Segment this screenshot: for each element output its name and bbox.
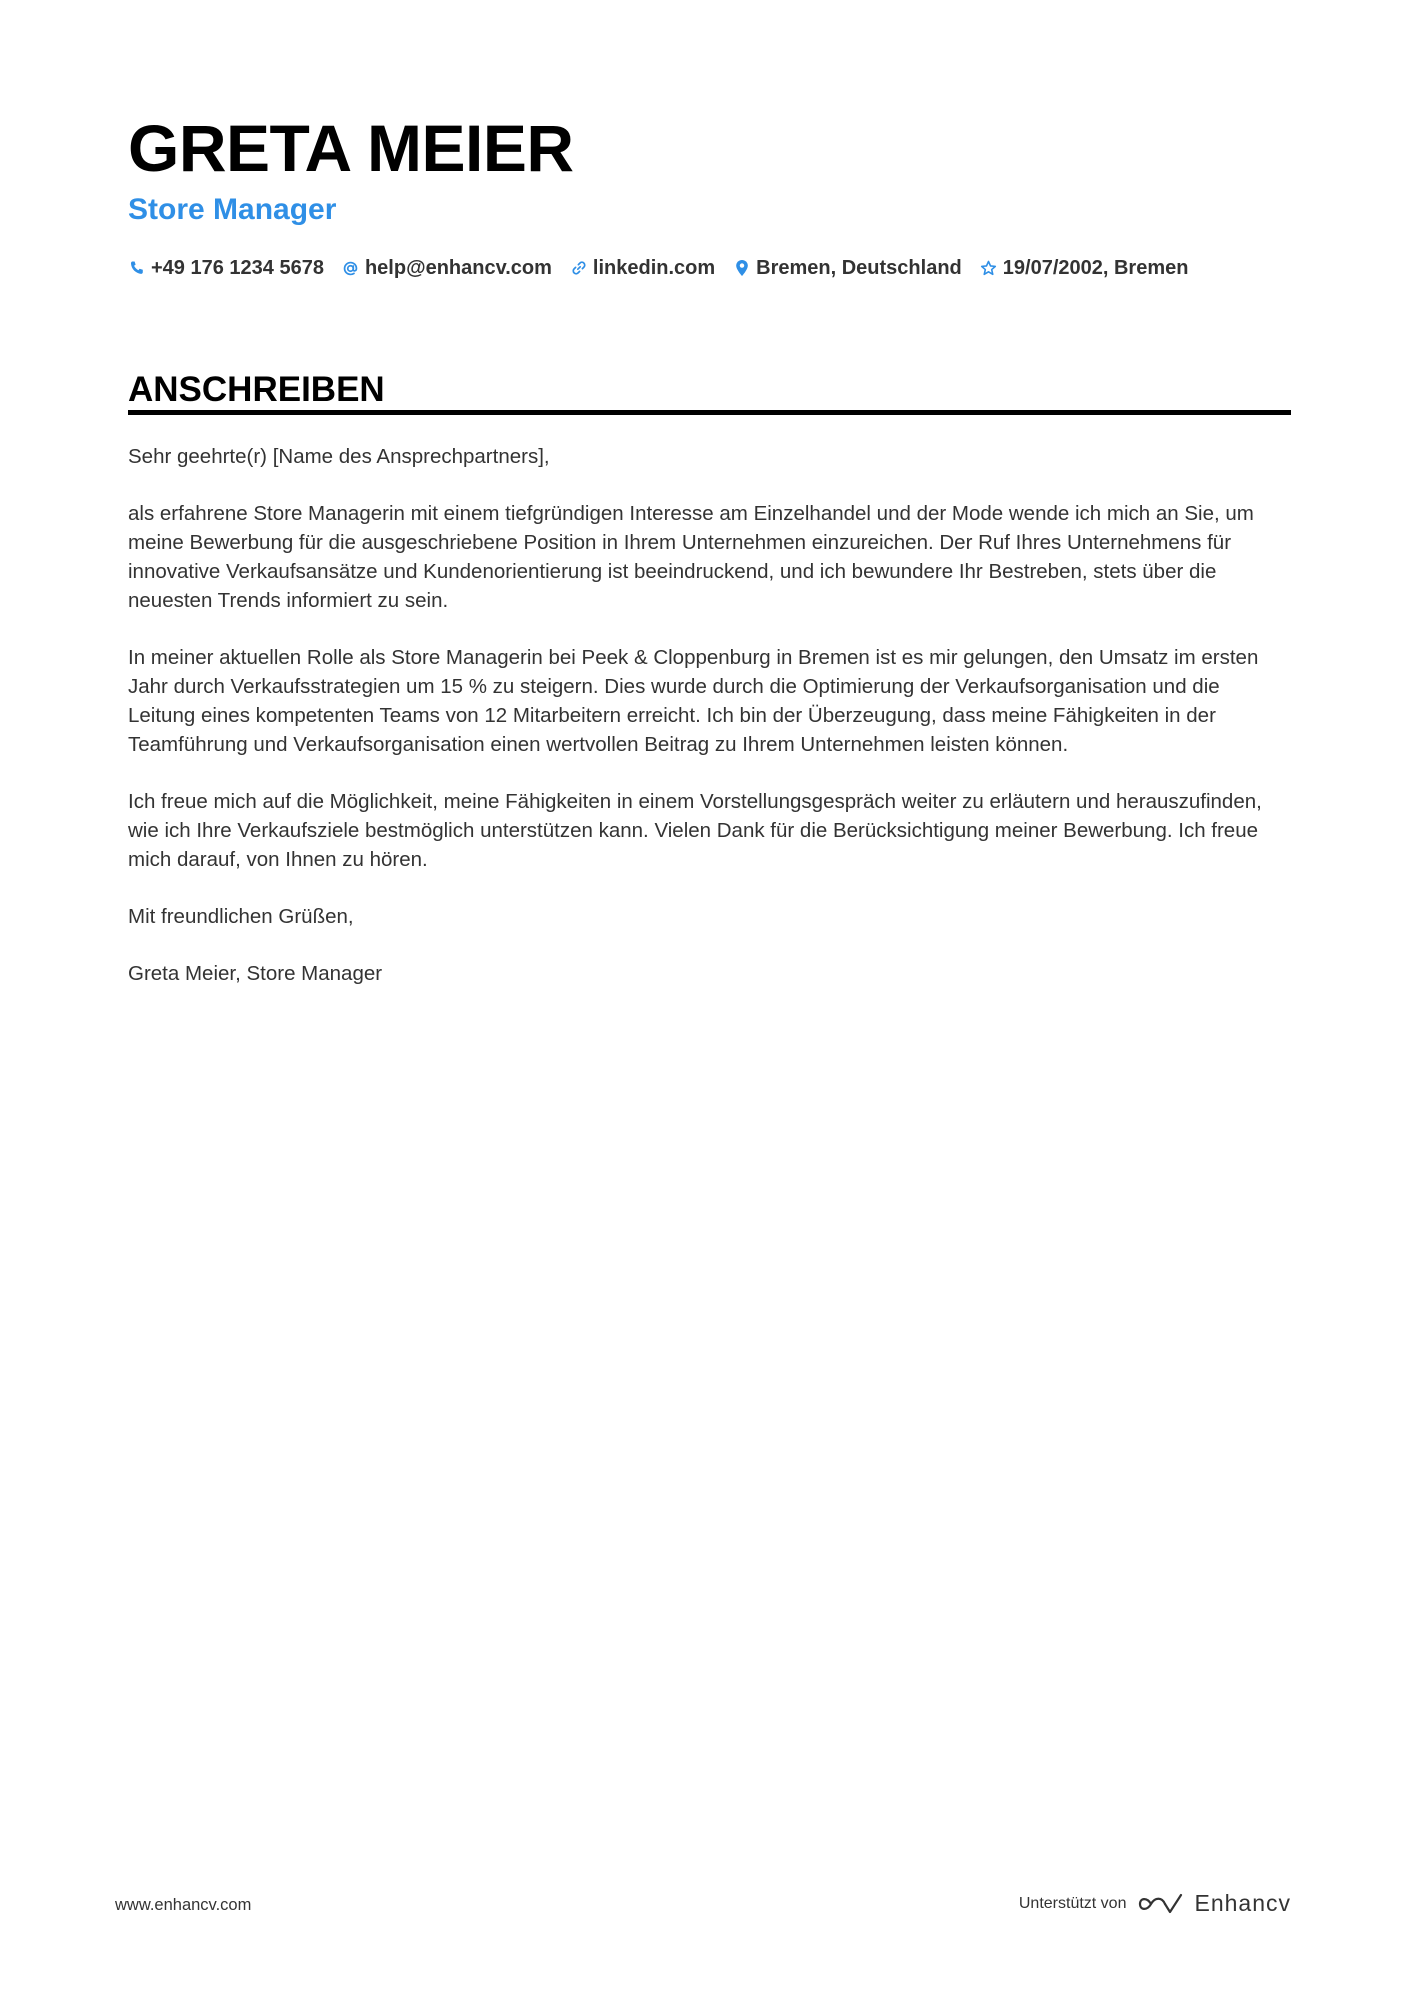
letter-body	[128, 442, 1291, 1016]
contact-bar	[128, 254, 1206, 282]
contact-email[interactable]	[342, 257, 552, 280]
section-divider	[128, 410, 1291, 415]
contact-location-text: Bremen, Deutschland	[756, 256, 962, 279]
star-icon	[980, 259, 998, 277]
contact-location	[733, 257, 962, 280]
enhancv-logo-icon	[1138, 1891, 1184, 1917]
footer-branding[interactable]	[1019, 1890, 1291, 1917]
candidate-role: Store Manager	[128, 193, 337, 226]
letter-signature: Greta Meier, Store Manager	[128, 962, 383, 985]
section-title: ANSCHREIBEN	[128, 370, 385, 409]
letter-closing: Mit freundlichen Grüßen,	[128, 905, 354, 928]
letter-paragraph: In meiner aktuellen Rolle als Store Managerin bei Peek & Cloppenburg in Bremen ist es mir gelungen, den Umsatz im ersten Jahr durch Verkaufsstrategien um 15 % zu steigern. Dies wurde durch die Optimierung der Verkaufsorganisation und die Leitung eines kompetenten Teams von 12 Mitarbeitern erreicht. Ich bin der Überzeugung, dass meine Fähigkeiten in der Teamführung und Verkaufsorganisation einen wertvollen Beitrag zu Ihrem Unternehmen leisten können.	[128, 646, 1259, 756]
powered-by-label: Unterstützt von	[1018, 1894, 1127, 1912]
contact-phone-text: +49 176 1234 5678	[151, 256, 324, 279]
footer-website-link[interactable]: www.enhancv.com	[115, 1896, 252, 1914]
location-pin-icon	[733, 259, 751, 277]
contact-email-text: help@enhancv.com	[364, 256, 552, 279]
contact-linkedin[interactable]	[570, 257, 715, 280]
brand-name: Enhancv	[1194, 1890, 1291, 1916]
letter-paragraph: Ich freue mich auf die Möglichkeit, meine Fähigkeiten in einem Vorstellungsgespräch weiter zu erläutern und herauszufinden, wie ich Ihre Verkaufsziele bestmöglich unterstützen kann. Vielen Dank für die Berücksichtigung meiner Bewerbung. Ich freue mich darauf, von Ihnen zu hören.	[128, 790, 1262, 871]
contact-birthdate-text: 19/07/2002, Bremen	[1002, 256, 1189, 279]
contact-birthdate	[980, 257, 1189, 280]
link-icon	[570, 259, 588, 277]
at-icon	[342, 259, 360, 277]
letter-salutation: Sehr geehrte(r) [Name des Ansprechpartners],	[128, 445, 550, 468]
contact-linkedin-text: linkedin.com	[592, 256, 716, 279]
letter-paragraph: als erfahrene Store Managerin mit einem tiefgründigen Interesse am Einzelhandel und der Mode wende ich mich an Sie, um meine Bewerbung für die ausgeschriebene Position in Ihrem Unternehmen einzureichen. Der Ruf Ihres Unternehmens für innovative Verkaufsansätze und Kundenorientierung ist beeindruckend, und ich bewundere Ihr Bestreben, stets über die neuesten Trends informiert zu sein.	[128, 502, 1254, 612]
contact-phone[interactable]	[128, 257, 324, 280]
phone-icon	[128, 259, 146, 277]
candidate-name: GRETA MEIER	[128, 111, 574, 185]
